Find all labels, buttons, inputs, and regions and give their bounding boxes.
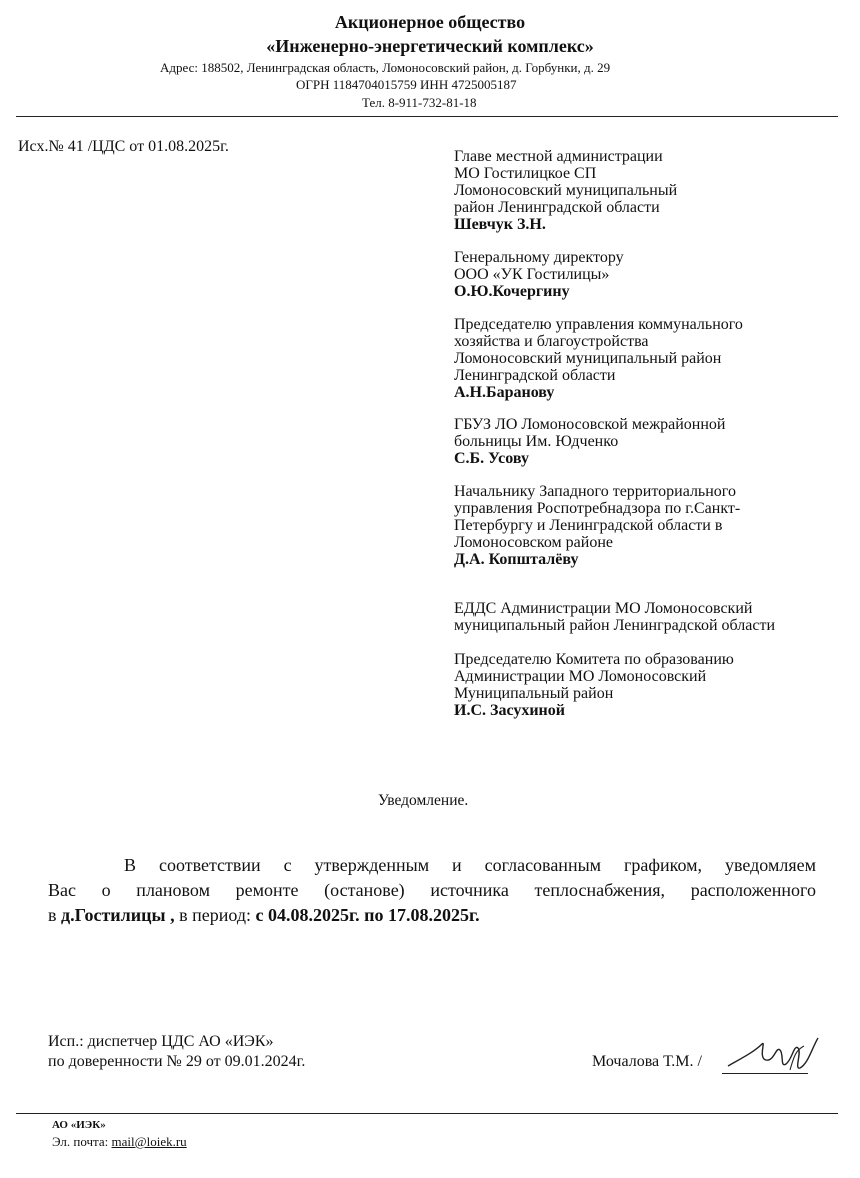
recipient-line: ЕДДС Администрации МО Ломоносовский bbox=[454, 600, 753, 617]
recipient-name: О.Ю.Кочергину bbox=[454, 283, 570, 300]
recipient-line: ГБУЗ ЛО Ломоносовской межрайонной bbox=[454, 416, 726, 433]
signature-scribble-icon bbox=[724, 1030, 824, 1076]
recipient-line: МО Гостилицкое СП bbox=[454, 165, 597, 182]
org-address: Адрес: 188502, Ленинградская область, Ломоносовский район, д. Горбунки, д. 29 bbox=[160, 60, 611, 75]
recipient-line: ООО «УК Гостилицы» bbox=[454, 266, 610, 283]
recipient-line: Начальнику Западного территориального bbox=[454, 483, 736, 500]
notice-title: Уведомление. bbox=[378, 792, 469, 809]
outgoing-ref: Исх.№ 41 /ЦДС от 01.08.2025г. bbox=[18, 138, 229, 155]
org-ids: ОГРН 1184704015759 ИНН 4725005187 bbox=[296, 77, 517, 92]
repair-period: с 04.08.2025г. по 17.08.2025г. bbox=[255, 905, 480, 925]
recipient-line: Ломоносовский муниципальный bbox=[454, 182, 678, 199]
recipient-name: Д.А. Копшталёву bbox=[454, 551, 579, 568]
footer-org: АО «ИЭК» bbox=[52, 1119, 106, 1131]
header-divider bbox=[16, 116, 838, 117]
recipient-line: муниципальный район Ленинградской области bbox=[454, 617, 776, 634]
body-line-3: в д.Гостилицы , в период: с 04.08.2025г. по 17.08.2025г. bbox=[48, 905, 480, 925]
org-phone: Тел. 8-911-732-81-18 bbox=[362, 95, 477, 110]
recipient-line: район Ленинградской области bbox=[454, 199, 660, 216]
recipient-line: Муниципальный район bbox=[454, 685, 614, 702]
recipient-name: С.Б. Усову bbox=[454, 450, 529, 467]
location: д.Гостилицы , bbox=[61, 905, 175, 925]
recipient-line: хозяйства и благоустройства bbox=[454, 333, 649, 350]
recipient-line: Ломоносовский муниципальный район bbox=[454, 350, 722, 367]
signer-name: Мочалова Т.М. / bbox=[592, 1053, 702, 1070]
recipient-line: Ленинградской области bbox=[454, 367, 616, 384]
recipient-block bbox=[454, 249, 854, 300]
recipient-line: Председателю управления коммунального bbox=[454, 316, 743, 333]
recipient-line: больницы Им. Юдченко bbox=[454, 433, 619, 450]
body-line-1: В соответствии с утвержденным и согласованным графиком, уведомляем bbox=[124, 855, 816, 875]
executor-line1: Исп.: диспетчер ЦДС АО «ИЭК» bbox=[48, 1033, 274, 1050]
recipient-name: А.Н.Баранову bbox=[454, 384, 555, 401]
email-link[interactable]: mail@loiek.ru bbox=[111, 1134, 187, 1149]
recipient-block bbox=[454, 483, 854, 568]
recipient-line: Генеральному директору bbox=[454, 249, 624, 266]
footer-divider bbox=[16, 1113, 838, 1114]
body-line-2: Вас о плановом ремонте (останове) источника теплоснабжения, расположенного bbox=[48, 880, 816, 900]
org-name-line2: «Инженерно-энергетический комплекс» bbox=[266, 36, 594, 56]
recipient-name: Шевчук З.Н. bbox=[454, 216, 546, 233]
recipient-block bbox=[454, 316, 854, 401]
executor-line2: по доверенности № 29 от 09.01.2024г. bbox=[48, 1053, 306, 1070]
recipient-line: управления Роспотребнадзора по г.Санкт- bbox=[454, 500, 741, 517]
org-name-line1: Акционерное общество bbox=[334, 12, 526, 32]
recipient-name: И.С. Засухиной bbox=[454, 702, 565, 719]
recipient-line: Петербургу и Ленинградской области в bbox=[454, 517, 723, 534]
recipient-block bbox=[454, 600, 854, 634]
recipient-block bbox=[454, 651, 854, 719]
recipient-block bbox=[454, 416, 854, 467]
recipient-line: Главе местной администрации bbox=[454, 148, 663, 165]
recipient-line: Ломоносовском районе bbox=[454, 534, 614, 551]
recipient-line: Администрации МО Ломоносовский bbox=[454, 668, 707, 685]
recipient-block bbox=[454, 148, 854, 233]
footer-email-row: Эл. почта: mail@loiek.ru bbox=[52, 1134, 187, 1149]
recipient-line: Председателю Комитета по образованию bbox=[454, 651, 734, 668]
